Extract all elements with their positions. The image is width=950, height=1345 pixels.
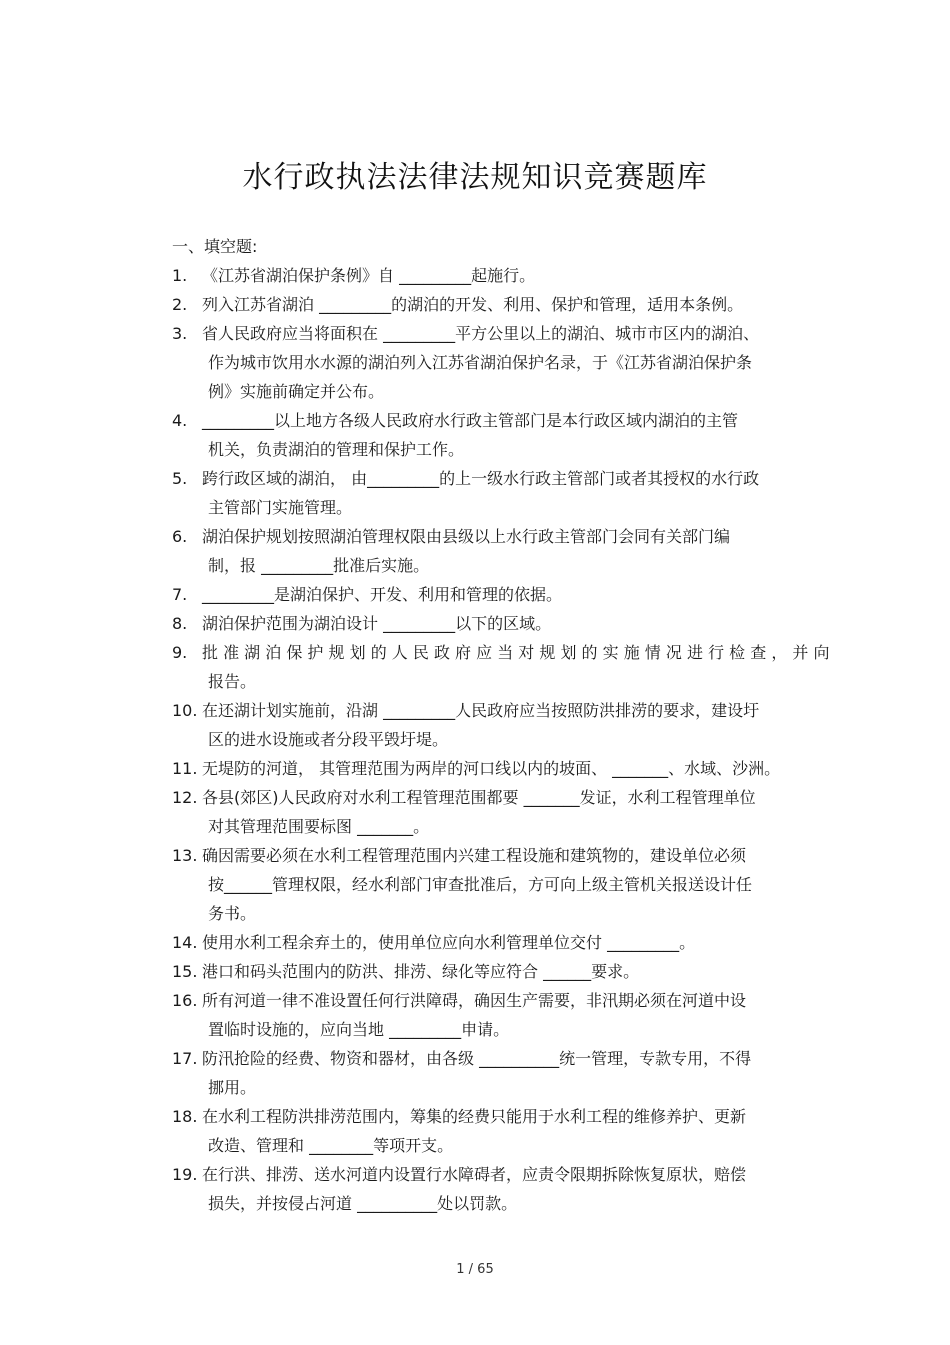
question-text (202, 522, 872, 580)
question-line: 湖泊保护规划按照湖泊管理权限由县级以上水行政主管部门会同有关部门编 (202, 527, 731, 546)
question-line: 批 准 湖 泊 保 护 规 划 的 人 民 政 府 应 当 对 规 划 的 实 施 情 况 进 行 检 查 ， 并 向 (202, 643, 830, 662)
page-indicator: 1 / 65 (456, 1262, 494, 1277)
question-line: 各县(郊区)人民政府对水利工程管理范围都要 _______发证，水利工程管理单位 (202, 788, 756, 807)
question-item (172, 1102, 872, 1160)
question-number: 11. (172, 759, 198, 778)
question-number: 6. (172, 527, 188, 546)
question-number: 7. (172, 585, 188, 604)
question-number: 10. (172, 701, 198, 720)
question-number: 2. (172, 295, 188, 314)
question-item (172, 638, 872, 696)
question-text (202, 841, 872, 928)
question-line: 《江苏省湖泊保护条例》自 _________起施行。 (202, 266, 536, 285)
question-line: 损失，并按侵占河道 __________处以罚款。 (208, 1194, 518, 1213)
question-number: 8. (172, 614, 188, 633)
question-item (172, 783, 872, 841)
section-heading: 一、填空题: (172, 237, 258, 256)
question-item (172, 1044, 872, 1102)
question-item (172, 261, 872, 290)
question-text (202, 319, 872, 406)
question-number: 14. (172, 933, 198, 952)
question-line: _________是湖泊保护、开发、利用和管理的依据。 (202, 585, 563, 604)
document-title: 水行政执法法律法规知识竞赛题库 (242, 160, 708, 195)
question-line: 作为城市饮用水水源的湖泊列入江苏省湖泊保护名录，于《江苏省湖泊保护条 (208, 353, 753, 372)
question-text (202, 261, 872, 290)
question-number: 18. (172, 1107, 198, 1126)
question-line: 湖泊保护范围为湖泊设计 _________以下的区域。 (202, 614, 552, 633)
question-line: 在行洪、排涝、送水河道内设置行水障碍者，应责令限期拆除恢复原状，赔偿 (202, 1165, 747, 1184)
question-item (172, 696, 872, 754)
question-line: 报告。 (208, 672, 257, 691)
question-item (172, 406, 872, 464)
question-item (172, 986, 872, 1044)
question-number: 4. (172, 411, 188, 430)
question-text (202, 638, 872, 696)
question-line: 按______管理权限，经水利部门审查批准后，方可向上级主管机关报送设计任 (208, 875, 753, 894)
question-number: 1. (172, 266, 188, 285)
question-number: 9. (172, 643, 188, 662)
question-line: 机关，负责湖泊的管理和保护工作。 (208, 440, 465, 459)
question-number: 13. (172, 846, 198, 865)
question-line: 对其管理范围要标图 _______。 (208, 817, 430, 836)
question-line: 例》实施前确定并公布。 (208, 382, 385, 401)
question-item (172, 464, 872, 522)
question-item (172, 609, 872, 638)
question-number: 19. (172, 1165, 198, 1184)
question-item (172, 580, 872, 609)
question-text (202, 1044, 872, 1102)
question-number: 16. (172, 991, 198, 1010)
question-item (172, 754, 872, 783)
question-line: 制，报 _________批准后实施。 (208, 556, 430, 575)
question-text (202, 1160, 872, 1218)
question-item (172, 928, 872, 957)
question-item (172, 290, 872, 319)
question-text (202, 696, 872, 754)
question-item (172, 319, 872, 406)
question-line: 在还湖计划实施前，沿湖 _________人民政府应当按照防洪排涝的要求，建设圩 (202, 701, 760, 720)
question-line: 在水利工程防洪排涝范围内，筹集的经费只能用于水利工程的维修养护、更新 (202, 1107, 747, 1126)
question-line: 港口和码头范围内的防洪、排涝、绿化等应符合 ______要求。 (202, 962, 640, 981)
question-text (202, 957, 872, 986)
question-line: _________以上地方各级人民政府水行政主管部门是本行政区域内湖泊的主管 (202, 411, 739, 430)
question-number: 17. (172, 1049, 198, 1068)
question-line: 使用水利工程余弃土的，使用单位应向水利管理单位交付 _________。 (202, 933, 696, 952)
question-text (202, 928, 872, 957)
question-line: 务书。 (208, 904, 257, 923)
question-text (202, 986, 872, 1044)
question-line: 列入江苏省湖泊 _________的湖泊的开发、利用、保护和管理，适用本条例。 (202, 295, 744, 314)
question-line: 无堤防的河道， 其管理范围为两岸的河口线以内的坡面、 _______、水域、沙洲。 (202, 759, 781, 778)
question-line: 挪用。 (208, 1078, 257, 1097)
question-line: 置临时设施的，应向当地 _________申请。 (208, 1020, 510, 1039)
question-text (202, 783, 872, 841)
question-line: 省人民政府应当将面积在 _________平方公里以上的湖泊、城市市区内的湖泊、 (202, 324, 760, 343)
question-item (172, 1160, 872, 1218)
question-number: 15. (172, 962, 198, 981)
question-number: 5. (172, 469, 188, 488)
question-text (202, 464, 872, 522)
question-item (172, 957, 872, 986)
question-text (202, 290, 872, 319)
question-number: 3. (172, 324, 188, 343)
document-content (172, 232, 872, 1218)
question-line: 跨行政区域的湖泊， 由_________的上一级水行政主管部门或者其授权的水行政 (202, 469, 760, 488)
question-line: 改造、管理和 ________等项开支。 (208, 1136, 454, 1155)
question-item (172, 841, 872, 928)
question-line: 确因需要必须在水利工程管理范围内兴建工程设施和建筑物的，建设单位必须 (202, 846, 747, 865)
question-line: 所有河道一律不准设置任何行洪障碍，确因生产需要，非汛期必须在河道中设 (202, 991, 747, 1010)
question-text (202, 406, 872, 464)
question-text (202, 1102, 872, 1160)
question-number: 12. (172, 788, 198, 807)
question-list (172, 261, 872, 1218)
question-line: 防汛抢险的经费、物资和器材，由各级 __________统一管理，专款专用，不得 (202, 1049, 752, 1068)
question-item (172, 522, 872, 580)
question-line: 主管部门实施管理。 (208, 498, 353, 517)
question-text (202, 609, 872, 638)
question-line: 区的进水设施或者分段平毁圩堤。 (208, 730, 449, 749)
question-text (202, 580, 872, 609)
question-text (202, 754, 872, 783)
